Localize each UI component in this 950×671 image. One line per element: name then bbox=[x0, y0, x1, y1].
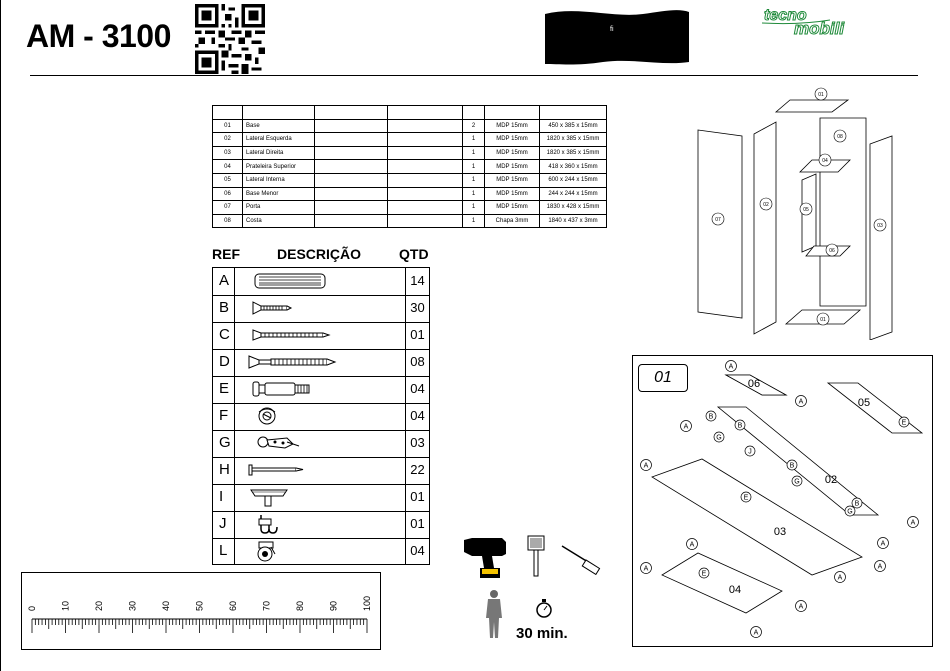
ruler-label: 0 bbox=[27, 605, 37, 611]
table-row: 08 Costa 1 Chapa 3mm 1840 x 437 x 3mm bbox=[213, 214, 607, 228]
callout-label: G bbox=[794, 478, 800, 486]
callout-label: A bbox=[683, 423, 689, 431]
step-part-label: 06 bbox=[747, 378, 761, 390]
parts-table-header-row bbox=[213, 106, 607, 120]
table-row: A 14 bbox=[213, 268, 429, 296]
screwdriver-icon bbox=[562, 546, 600, 574]
table-row: 02 Lateral Esquerda 1 MDP 15mm 1820 x 385 x 15mm bbox=[213, 133, 607, 147]
ruler-label: 40 bbox=[161, 600, 171, 611]
callout-label: A bbox=[753, 629, 759, 637]
assembly-time: 30 min. bbox=[516, 625, 568, 642]
callout-label: J bbox=[748, 448, 752, 456]
step-part-label: 04 bbox=[728, 584, 742, 596]
table-row: 03 Lateral Direita 1 MDP 15mm 1820 x 385 x 15mm bbox=[213, 146, 607, 160]
knob-icon bbox=[235, 484, 405, 510]
callout-label: A bbox=[880, 540, 886, 548]
table-row: 07 Porta 1 MDP 15mm 1830 x 428 x 15mm bbox=[213, 201, 607, 215]
brand-logo bbox=[760, 4, 875, 40]
explode-label: 08 bbox=[837, 134, 843, 140]
callout-label: E bbox=[743, 494, 749, 502]
callout-label: A bbox=[798, 398, 804, 406]
ruler-label: 100 bbox=[362, 595, 372, 611]
explode-label: 06 bbox=[829, 248, 835, 254]
ruler-label: 80 bbox=[295, 600, 305, 611]
ruler-label: 30 bbox=[127, 600, 138, 611]
ruler-label: 20 bbox=[94, 600, 104, 611]
flag-banner-icon bbox=[543, 8, 691, 66]
callout-label: B bbox=[737, 422, 743, 430]
ruler-label: 50 bbox=[194, 600, 205, 611]
caster-icon bbox=[235, 538, 405, 564]
callout-label: A bbox=[910, 519, 916, 527]
drill-icon bbox=[464, 538, 506, 578]
step-part-label: 03 bbox=[773, 526, 787, 538]
table-row: 05 Lateral Interna 1 MDP 15mm 600 x 244 x 15mm bbox=[213, 173, 607, 187]
step-part-label: 05 bbox=[857, 397, 871, 409]
step-part-label: 02 bbox=[824, 474, 838, 486]
step-number: 01 bbox=[638, 364, 688, 392]
logo-line-1: tecno bbox=[764, 7, 807, 24]
long-screw-icon bbox=[235, 322, 405, 348]
exploded-cabinet-diagram bbox=[690, 84, 900, 340]
logo-line-2: mobili bbox=[794, 19, 845, 38]
callout-label: G bbox=[716, 434, 722, 442]
table-row: G 03 bbox=[213, 430, 429, 458]
callout-label: A bbox=[877, 563, 883, 571]
wood-screw-icon bbox=[235, 349, 405, 375]
table-row: B 30 bbox=[213, 295, 429, 323]
short-screw-icon bbox=[235, 295, 405, 321]
callout-label: G bbox=[847, 508, 853, 516]
stopwatch-icon bbox=[537, 599, 551, 617]
callout-label: E bbox=[701, 570, 707, 578]
explode-label: 03 bbox=[877, 223, 883, 229]
table-row: H 22 bbox=[213, 457, 429, 485]
ruler-label: 10 bbox=[60, 600, 71, 611]
callout-label: A bbox=[798, 603, 804, 611]
callout-label: B bbox=[708, 413, 714, 421]
minifix-bolt-icon bbox=[235, 376, 405, 402]
table-row: F 04 bbox=[213, 403, 429, 431]
table-row: J 01 bbox=[213, 511, 429, 539]
table-row: C 01 bbox=[213, 322, 429, 350]
table-row: 06 Base Menor 1 MDP 15mm 244 x 244 x 15mm bbox=[213, 187, 607, 201]
hook-icon bbox=[235, 511, 405, 537]
table-row: E 04 bbox=[213, 376, 429, 404]
explode-label: 05 bbox=[803, 207, 809, 213]
callout-label: B bbox=[789, 462, 795, 470]
explode-label: 07 bbox=[715, 217, 721, 223]
page-title: AM - 3100 bbox=[26, 18, 171, 54]
parts-table bbox=[212, 105, 607, 228]
header-divider bbox=[30, 75, 918, 76]
table-row: L 04 bbox=[213, 538, 429, 565]
nail-icon bbox=[235, 457, 405, 483]
hardware-table bbox=[212, 267, 430, 565]
table-row: D 08 bbox=[213, 349, 429, 377]
callout-label: E bbox=[901, 419, 907, 427]
hardware-qty-heading: QTD bbox=[399, 246, 429, 262]
dowel-icon bbox=[235, 268, 405, 294]
callout-label: A bbox=[643, 565, 649, 573]
callout-label: A bbox=[837, 574, 843, 582]
person-icon bbox=[486, 590, 502, 638]
table-row: 04 Prateleira Superior 1 MDP 15mm 418 x 360 x 15mm bbox=[213, 160, 607, 174]
explode-label: 04 bbox=[822, 158, 828, 164]
page-left-border bbox=[0, 0, 1, 671]
minifix-cam-icon bbox=[235, 403, 405, 429]
mallet-icon bbox=[528, 536, 544, 576]
explode-label: 01 bbox=[820, 317, 826, 323]
table-row: 01 Base 2 MDP 15mm 450 x 385 x 15mm bbox=[213, 119, 607, 133]
explode-label: 02 bbox=[763, 202, 769, 208]
callout-label: A bbox=[643, 462, 649, 470]
flag-text: fi bbox=[610, 26, 614, 33]
measuring-ruler bbox=[21, 572, 381, 650]
callout-label: B bbox=[854, 500, 860, 508]
callout-label: A bbox=[728, 363, 734, 371]
hardware-ref-heading: REF bbox=[212, 246, 240, 262]
explode-label: 01 bbox=[818, 92, 824, 98]
hardware-desc-heading: DESCRIÇÃO bbox=[277, 246, 362, 262]
callout-label: A bbox=[689, 541, 695, 549]
step-diagram bbox=[632, 355, 931, 645]
hinge-icon bbox=[235, 430, 405, 456]
ruler-label: 70 bbox=[261, 600, 272, 611]
table-row: I 01 bbox=[213, 484, 429, 512]
ruler-label: 60 bbox=[228, 600, 238, 611]
qr-code-icon bbox=[195, 4, 265, 74]
ruler-label: 90 bbox=[328, 600, 339, 611]
